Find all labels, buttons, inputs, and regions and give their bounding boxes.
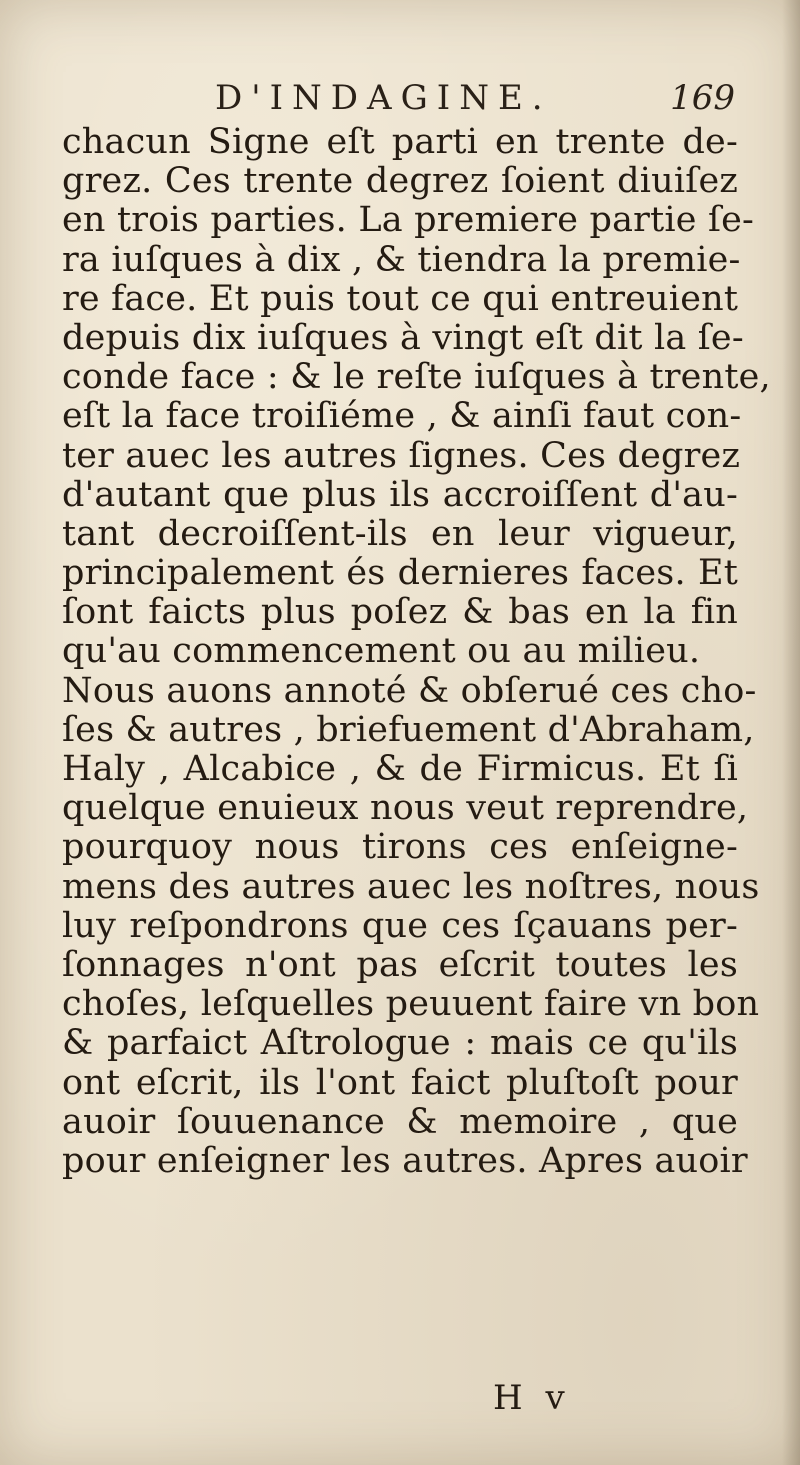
- running-title: D'INDAGINE.: [215, 78, 552, 118]
- text-line: en trois parties. La premiere partie ſe-: [62, 200, 755, 241]
- text-line: depuis dix iuſques à vingt eſt dit la ſe-: [62, 317, 744, 358]
- text-line: eſt la face troiſiéme , & ainſi faut con-: [62, 396, 742, 437]
- text-line: ra iuſques à dix , & tiendra la premie-: [62, 239, 741, 280]
- signature-mark: H v: [493, 1378, 571, 1418]
- text-line: choſes, leſquelles peuuent faire vn bon: [62, 984, 760, 1025]
- text-line: quelque enuieux nous veut reprendre,: [62, 788, 749, 829]
- text-line: ter auec les autres ſignes. Ces degrez: [62, 435, 741, 476]
- text-line: Nous auons annoté & obſerué ces cho-: [62, 670, 757, 711]
- page-number: 169: [670, 78, 735, 118]
- text-line: pourquoy nous tirons ces enſeigne-: [62, 827, 738, 868]
- text-line: mens des autres auec les noſtres, nous: [62, 866, 760, 907]
- text-line: luy reſpondrons que ces ſçauans per-: [62, 905, 738, 946]
- text-line: pour enſeigner les autres. Apres auoir: [62, 1140, 748, 1181]
- body-text: [62, 122, 771, 1181]
- text-line: chacun Signe eſt parti en trente de-: [62, 122, 738, 162]
- text-line: grez. Ces trente degrez ſoient diuiſez: [62, 161, 738, 202]
- text-line: ſont faicts plus poſez & bas en la fin: [62, 592, 738, 633]
- text-line: ont eſcrit, ils l'ont faict pluſtoſt pour: [62, 1062, 738, 1103]
- text-line: qu'au commencement ou au milieu.: [62, 631, 701, 672]
- text-line: Haly , Alcabice , & de Firmicus. Et ſi: [62, 749, 738, 789]
- text-line: auoir ſouuenance & memoire , que: [62, 1101, 738, 1142]
- text-line: re face. Et puis tout ce qui entreuient: [62, 278, 739, 319]
- text-line: ſonnages n'ont pas eſcrit toutes les: [62, 944, 738, 985]
- text-line: d'autant que plus ils accroiſſent d'au-: [62, 474, 738, 515]
- running-head: [215, 78, 735, 122]
- text-line: & parfaict Aſtrologue : mais ce qu'ils: [62, 1023, 738, 1064]
- page-gutter-shadow: [782, 0, 800, 1465]
- text-line: tant decroiſſent-ils en leur vigueur,: [62, 513, 738, 554]
- text-line: conde face : & le reſte iuſques à trente,: [62, 357, 771, 398]
- text-line: ſes & autres , briefuement d'Abraham,: [62, 709, 755, 750]
- text-line: principalement és dernieres faces. Et: [62, 553, 738, 594]
